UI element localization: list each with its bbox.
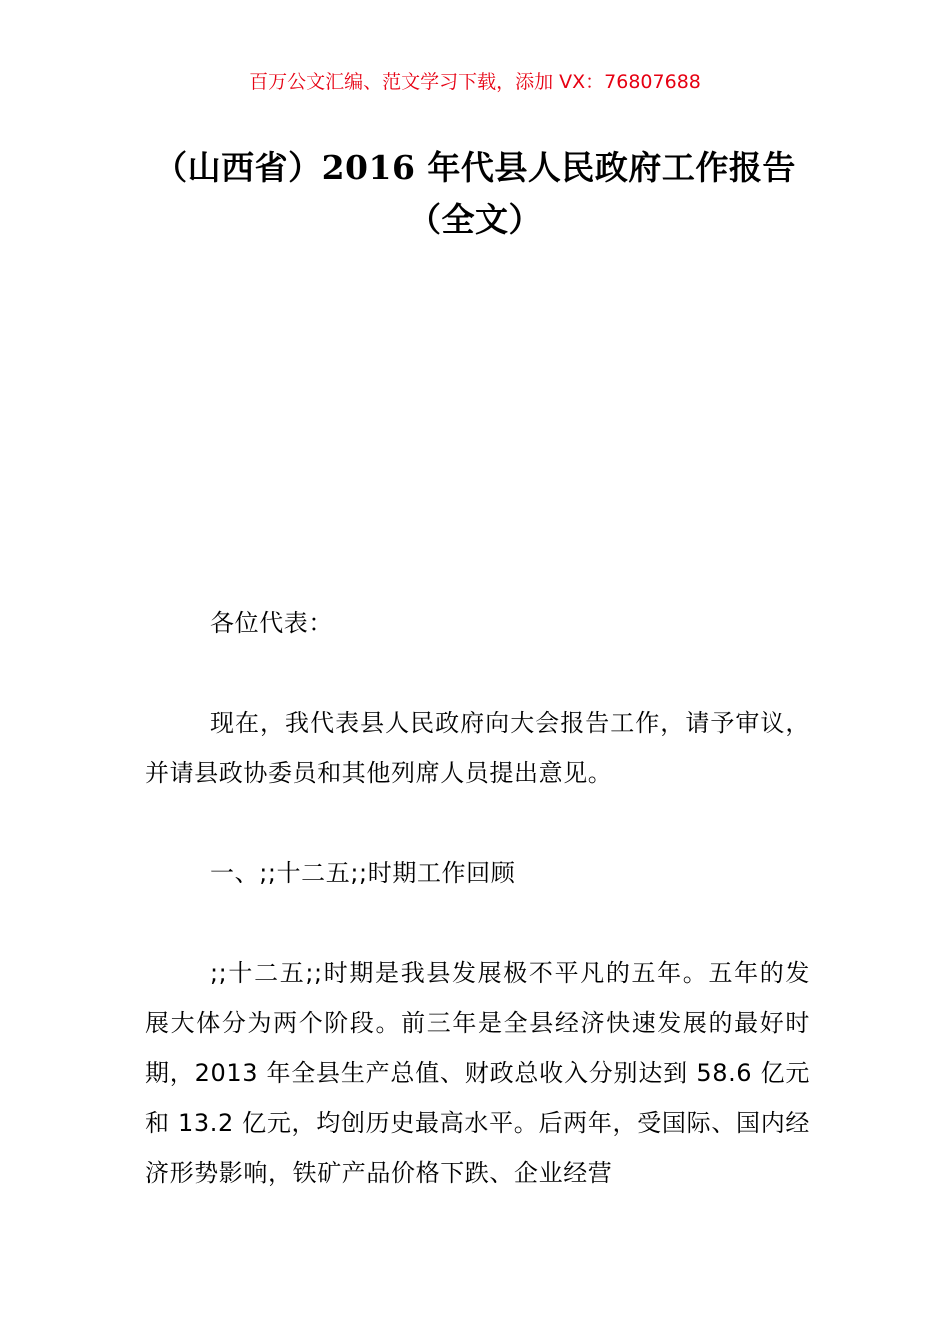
document-title bbox=[60, 142, 890, 246]
section-heading: 一、;;十二五;;时期工作回顾 bbox=[210, 859, 516, 887]
paragraph-block-1 bbox=[145, 698, 810, 798]
section-heading-block bbox=[145, 848, 810, 898]
promo-banner-text: 百万公文汇编、范文学习下载，添加 VX：76807688 bbox=[249, 71, 701, 93]
paragraph-block-2 bbox=[145, 948, 810, 1198]
document-title-line-2: （全文） bbox=[408, 200, 542, 239]
paragraph-2: ;;十二五;;时期是我县发展极不平凡的五年。五年的发展大体分为两个阶段。前三年是全县经济快速发展的最好时期，2013 年全县生产总值、财政总收入分别达到 58.6 亿元和 13.2 亿元，均创历史最高水平。后两年，受国际、国内经济形势影响，铁矿产品价格下跌、企业经营 bbox=[145, 959, 810, 1187]
salutation-block bbox=[145, 598, 810, 648]
document-title-line-1: （山西省）2016 年代县人民政府工作报告 bbox=[154, 148, 796, 187]
paragraph-1: 现在，我代表县人民政府向大会报告工作，请予审议，并请县政协委员和其他列席人员提出意见。 bbox=[145, 709, 810, 787]
salutation: 各位代表： bbox=[210, 609, 333, 637]
